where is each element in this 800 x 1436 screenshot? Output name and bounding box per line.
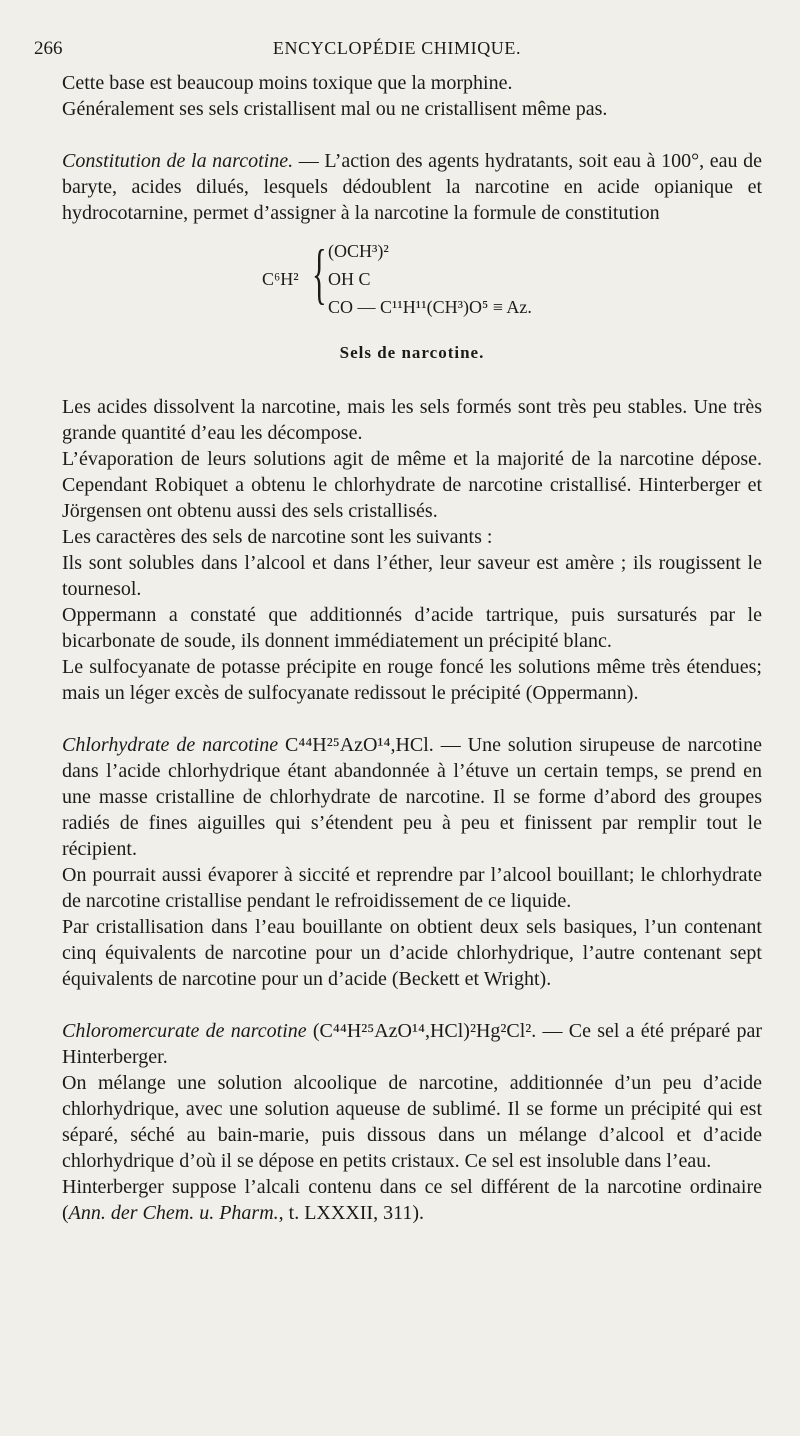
section-title: Sels de narcotine.	[339, 343, 485, 362]
constitution-paragraph	[62, 148, 762, 226]
running-title: ENCYCLOPÉDIE CHIMIQUE.	[272, 38, 522, 58]
paragraph: Le sulfocyanate de potasse précipite en rouge foncé les solutions même très étendues; mais un léger excès de sulfocyanate redissout le précipité (Oppermann).	[62, 656, 762, 704]
chloromercurate-formula: (C⁴⁴H²⁵AzO¹⁴,HCl)²Hg²Cl².	[306, 1020, 537, 1042]
chlorhydrate-formula: C⁴⁴H²⁵AzO¹⁴,HCl.	[278, 734, 434, 756]
reference-paragraph: Hinterberger suppose l’alcali contenu dans ce sel différent de la narcotine ordinaire (Ann. der Chem. u. Pharm., t. LXXXII, 311).	[62, 1176, 762, 1224]
paragraph: Oppermann a constaté que additionnés d’acide tartrique, puis sursaturés par le bicarbonate de soude, ils donnent immédiatement un précipité blanc.	[62, 604, 762, 652]
chlorhydrate-text: — Une solution sirupeuse de narcotine dans l’acide chlorhydrique étant abandonnée à l’étuve un certain temps, se prend en une masse cristalline de chlorhydrate de narcotine. Il se forme d’abord des groupes radiés de fines aiguilles qui s’étendent peu à peu et finissent par remplir tout le récipient.	[62, 734, 763, 860]
chloromercurate-title: Chloromercurate de narcotine	[62, 1020, 307, 1042]
journal-reference: Ann. der Chem. u. Pharm.	[68, 1202, 279, 1224]
page-number: 266	[34, 38, 63, 59]
chlorhydrate-title: Chlorhydrate de narcotine	[62, 734, 279, 756]
formula-line-2: OH C	[328, 269, 371, 289]
constitution-text: — L’action des agents hydratants, soit eau à 100°, eau de baryte, acides dilués, lesquels dédoublent la narcotine en acide opianique et hydrocotarnine, permet d’assigner à la narcotine la formule de constitution	[62, 150, 762, 224]
paragraph: Ils sont solubles dans l’alcool et dans l’éther, leur saveur est amère ; ils rougissent le tournesol.	[62, 552, 762, 600]
paragraph: Cette base est beaucoup moins toxique que la morphine.	[62, 72, 513, 94]
chloromercurate-paragraph	[62, 1018, 762, 1070]
formula-line-1: (OCH³)²	[328, 241, 389, 261]
paragraph: On pourrait aussi évaporer à siccité et reprendre par l’alcool bouillant; le chlorhydrate de narcotine cristallise pendant le refroidissement de ce liquide.	[62, 864, 762, 912]
paragraph: Les caractères des sels de narcotine sont les suivants :	[62, 526, 493, 548]
page-body	[62, 70, 762, 1226]
paragraph: L’évaporation de leurs solutions agit de même et la majorité de la narcotine dépose. Cependant Robiquet a obtenu le chlorhydrate de narcotine cristallisé. Hinterberger et Jörgensen ont obtenu aussi des sels cristallisés.	[62, 448, 762, 522]
paragraph: Généralement ses sels cristallisent mal ou ne cristallisent même pas.	[62, 98, 608, 120]
paragraph: Les acides dissolvent la narcotine, mais les sels formés sont très peu stables. Une très grande quantité d’eau les décompose.	[62, 396, 762, 444]
chloromercurate-text: — Ce sel a été préparé par Hinterberger.	[62, 1020, 763, 1068]
chlorhydrate-paragraph	[62, 732, 762, 862]
structural-formula	[62, 232, 762, 322]
formula-line-3: CO — C¹¹H¹¹(CH³)O⁵ ≡ Az.	[328, 297, 532, 317]
paragraph: Par cristallisation dans l’eau bouillante on obtient deux sels basiques, l’un contenant cinq équivalents de narcotine pour un d’acide chlorhydrique, l’autre contenant sept équivalents de narcotine pour un d’acide (Beckett et Wright).	[62, 916, 762, 990]
formula-left: C⁶H²	[262, 269, 299, 289]
constitution-title: Constitution de la narcotine.	[62, 150, 294, 172]
paragraph: On mélange une solution alcoolique de narcotine, additionnée d’un peu d’acide chlorhydrique, avec une solution aqueuse de sublimé. Il se forme un précipité qui est séparé, séché au bain-marie, puis dissous dans un mélange d’alcool et d’acide chlorhydrique d’où il se dépose en petits cristaux. Ce sel est insoluble dans l’eau.	[62, 1072, 762, 1172]
page-header	[34, 38, 760, 62]
formula-brace: {	[312, 235, 327, 311]
